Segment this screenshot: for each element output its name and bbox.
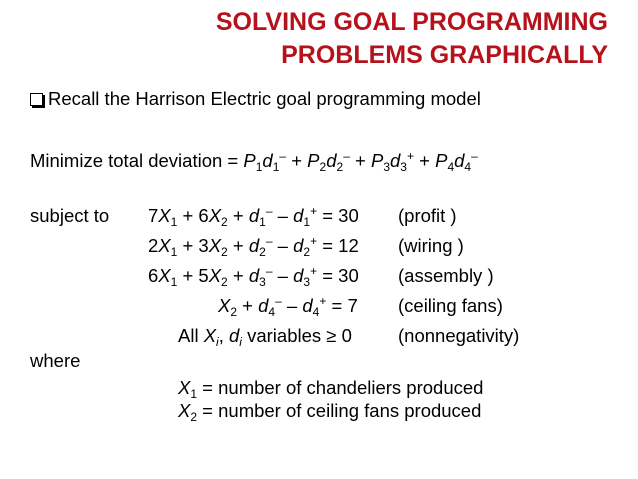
bullet-text: Recall the Harrison Electric goal programming model xyxy=(48,88,481,109)
bullet-line xyxy=(30,88,481,110)
constraint-assembly: $6X_1 + 5X_2 + d_3^- - d_3^+ = 30$ xyxy=(148,264,359,289)
constraint-nonnegativity: All $X_i$, $d_i$ variables ≥ 0 xyxy=(178,325,352,349)
constraint-ceiling-fans: $X_2 + d_4^- - d_4^+ = 7$ xyxy=(218,294,358,319)
title-line-1: SOLVING GOAL PROGRAMMING xyxy=(215,8,608,36)
objective-label: Minimize total deviation = xyxy=(30,150,244,171)
checkbox-square-icon xyxy=(30,93,43,106)
where-label: where xyxy=(30,350,81,371)
note-assembly: (assembly ) xyxy=(398,265,494,286)
note-nonnegativity: (nonnegativity) xyxy=(398,325,520,346)
note-profit: (profit ) xyxy=(398,205,457,226)
definition-x1: $X_1$ = number of chandeliers produced xyxy=(178,377,484,401)
title-line-2: PROBLEMS GRAPHICALLY xyxy=(281,41,608,69)
constraint-profit: $7X_1 + 6X_2 + d_1^- - d_1^+ = 30$ xyxy=(148,204,359,229)
page-title xyxy=(216,6,608,72)
subject-to-label: subject to xyxy=(30,205,110,226)
note-wiring: (wiring ) xyxy=(398,235,464,256)
objective-line: Minimize total deviation = $P_1d_1^- + P_2d_2^- + P_3d_3^+ + P_4d_4^-$ xyxy=(30,149,478,174)
definition-x2: $X_2$ = number of ceiling fans produced xyxy=(178,400,482,424)
note-ceiling-fans: (ceiling fans) xyxy=(398,295,503,316)
constraint-wiring: $2X_1 + 3X_2 + d_2^- - d_2^+ = 12$ xyxy=(148,234,359,259)
